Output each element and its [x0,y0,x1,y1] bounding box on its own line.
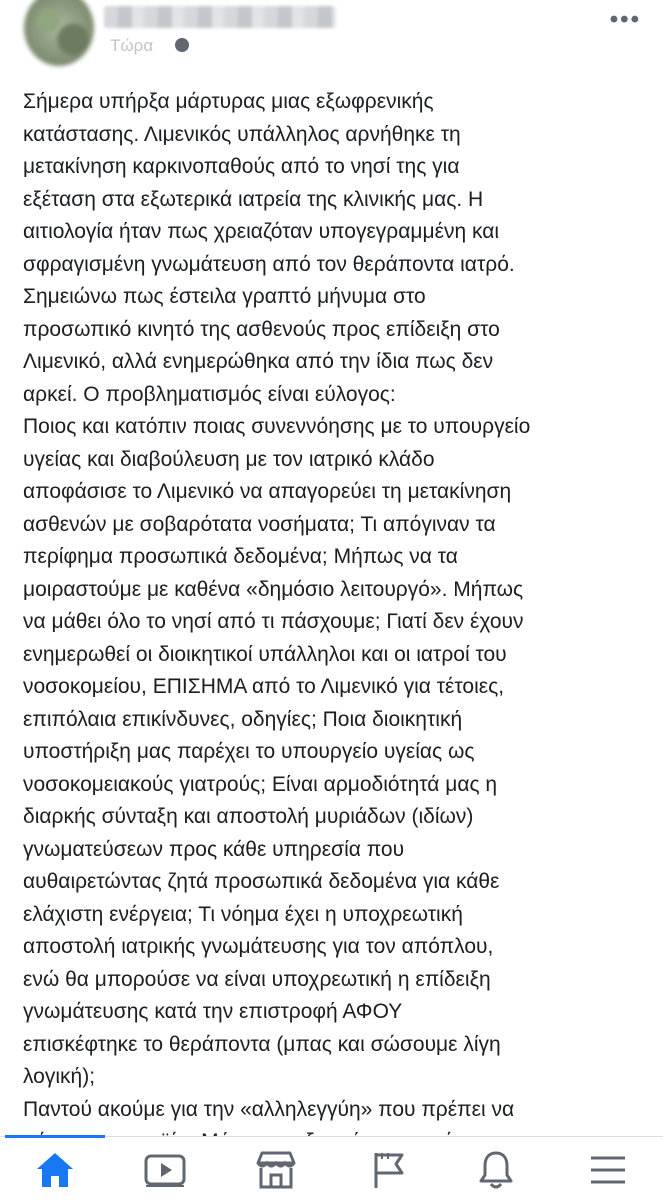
post-line: αποστολή ιατρικής γνωμάτευσης για τον απόπλου, [23,935,494,958]
post-line: υποστήριξη μας παρέχει το υπουργείο υγείας ως [23,740,475,763]
post-line: λογική); [23,1065,96,1088]
author-avatar[interactable] [24,0,94,66]
post-line: μοιραστούμε με καθένα «δημόσιο λειτουργό». Μήπως [23,577,524,601]
post-line: σφραγισμένη γνωμάτευση από τον θεράποντα ιατρό. [23,252,515,276]
marketplace-icon [254,1150,298,1190]
post-line: Ποιος και κατόπιν ποιας συνεννόησης με το υπουργείο [23,415,531,438]
tab-notifications[interactable] [466,1147,526,1193]
post-text [23,86,648,1159]
tab-pages[interactable] [358,1147,418,1193]
post-line: επισκέφτηκε το θεράποντα (μπας και σώσουμε λίγη [23,1032,501,1056]
home-icon [33,1150,77,1190]
post-line: ασθενών με σοβαρότατα νοσήματα; Τι απόγιναν τα [23,512,496,536]
tab-video[interactable] [135,1147,195,1193]
post-line: αρκεί. Ο προβληματισμός είναι εύλογος: [23,382,396,406]
more-options-icon[interactable]: ••• [609,6,641,33]
tab-menu[interactable] [578,1147,638,1193]
post-line: Σημειώνω πως έστειλα γραπτό μήνυμα στο [23,285,426,308]
post-line: μετακίνηση καρκινοπαθούς από το νησί της για [23,155,460,178]
post-line: ελάχιστη ενέργεια; Τι νόημα έχει η υποχρεωτική [23,902,463,926]
post-line: Σήμερα υπήρξα μάρτυρας μιας εξωφρενικής [23,90,434,113]
post-line: ενημερωθεί οι διοικητικοί υπάλληλοι και οι ιατροί του [23,642,507,666]
menu-icon [588,1152,628,1188]
post-line: επιπόλαια επικίνδυνες, οδηγίες; Ποια διοικητική [23,707,463,731]
post-header [0,0,663,80]
tab-home[interactable] [25,1147,85,1193]
post-line: Λιμενικό, αλλά ενημερώθηκα από την ίδια πως δεν [23,350,494,373]
post-meta [110,36,189,56]
active-tab-indicator [5,1135,105,1138]
post-line: γνωματεύσεων προς κάθε υπηρεσία που [23,837,405,861]
post-line: γνωμάτευσης κατά την επιστροφή ΑΦΟΥ [23,1000,403,1023]
post-line: νοσοκομειακούς γιατρούς; Είναι αρμοδιότητά μας η [23,772,498,796]
post-line: να μάθει όλο το νησί από τι πάσχουμε; Γιατί δεν έχουν [23,610,524,633]
post-line: περίφημα προσωπικά δεδομένα; Μήπως να τα [23,545,458,568]
post-line: νοσοκομείου, ΕΠΙΣΗΜΑ από το Λιμενικό για τέτοιες, [23,675,505,698]
post-line: υγείας και διαβούλευση με τον ιατρικό κλάδο [23,447,435,471]
author-name-redacted[interactable] [104,6,336,28]
post-line: αποφάσισε το Λιμενικό να απαγορεύει τη μετακίνηση [23,480,512,503]
pages-flag-icon [368,1150,408,1190]
post-line: αυθαιρετώντας ζητά προσωπικά δεδομένα για κάθε [23,870,500,893]
post-line: προσωπικό κινητό της ασθενούς προς επίδειξη στο [23,317,500,341]
post-line: εξέταση στα εξωτερικά ιατρεία της κλινικής μας. Η [23,187,484,211]
globe-icon [175,38,189,52]
post-line: κατάστασης. Λιμενικός υπάλληλος αρνήθηκε τη [23,122,461,146]
post-time[interactable]: Τώρα [110,36,154,55]
post-line: διαρκής σύνταξη και αποστολή μυριάδων (ιδίων) [23,805,474,828]
tab-marketplace[interactable] [246,1147,306,1193]
post-line: αιτιολογία ήταν πως χρειαζόταν υπογεγραμμένη και [23,220,500,243]
bottom-tab-bar [0,1136,663,1201]
video-icon [143,1152,187,1188]
notifications-bell-icon [476,1149,516,1191]
post-line: ενώ θα μπορούσε να είναι υποχρεωτική η επίδειξη [23,967,491,991]
post-line: Παντού ακούμε για την «αλληλεγγύη» που πρέπει να [23,1097,515,1121]
